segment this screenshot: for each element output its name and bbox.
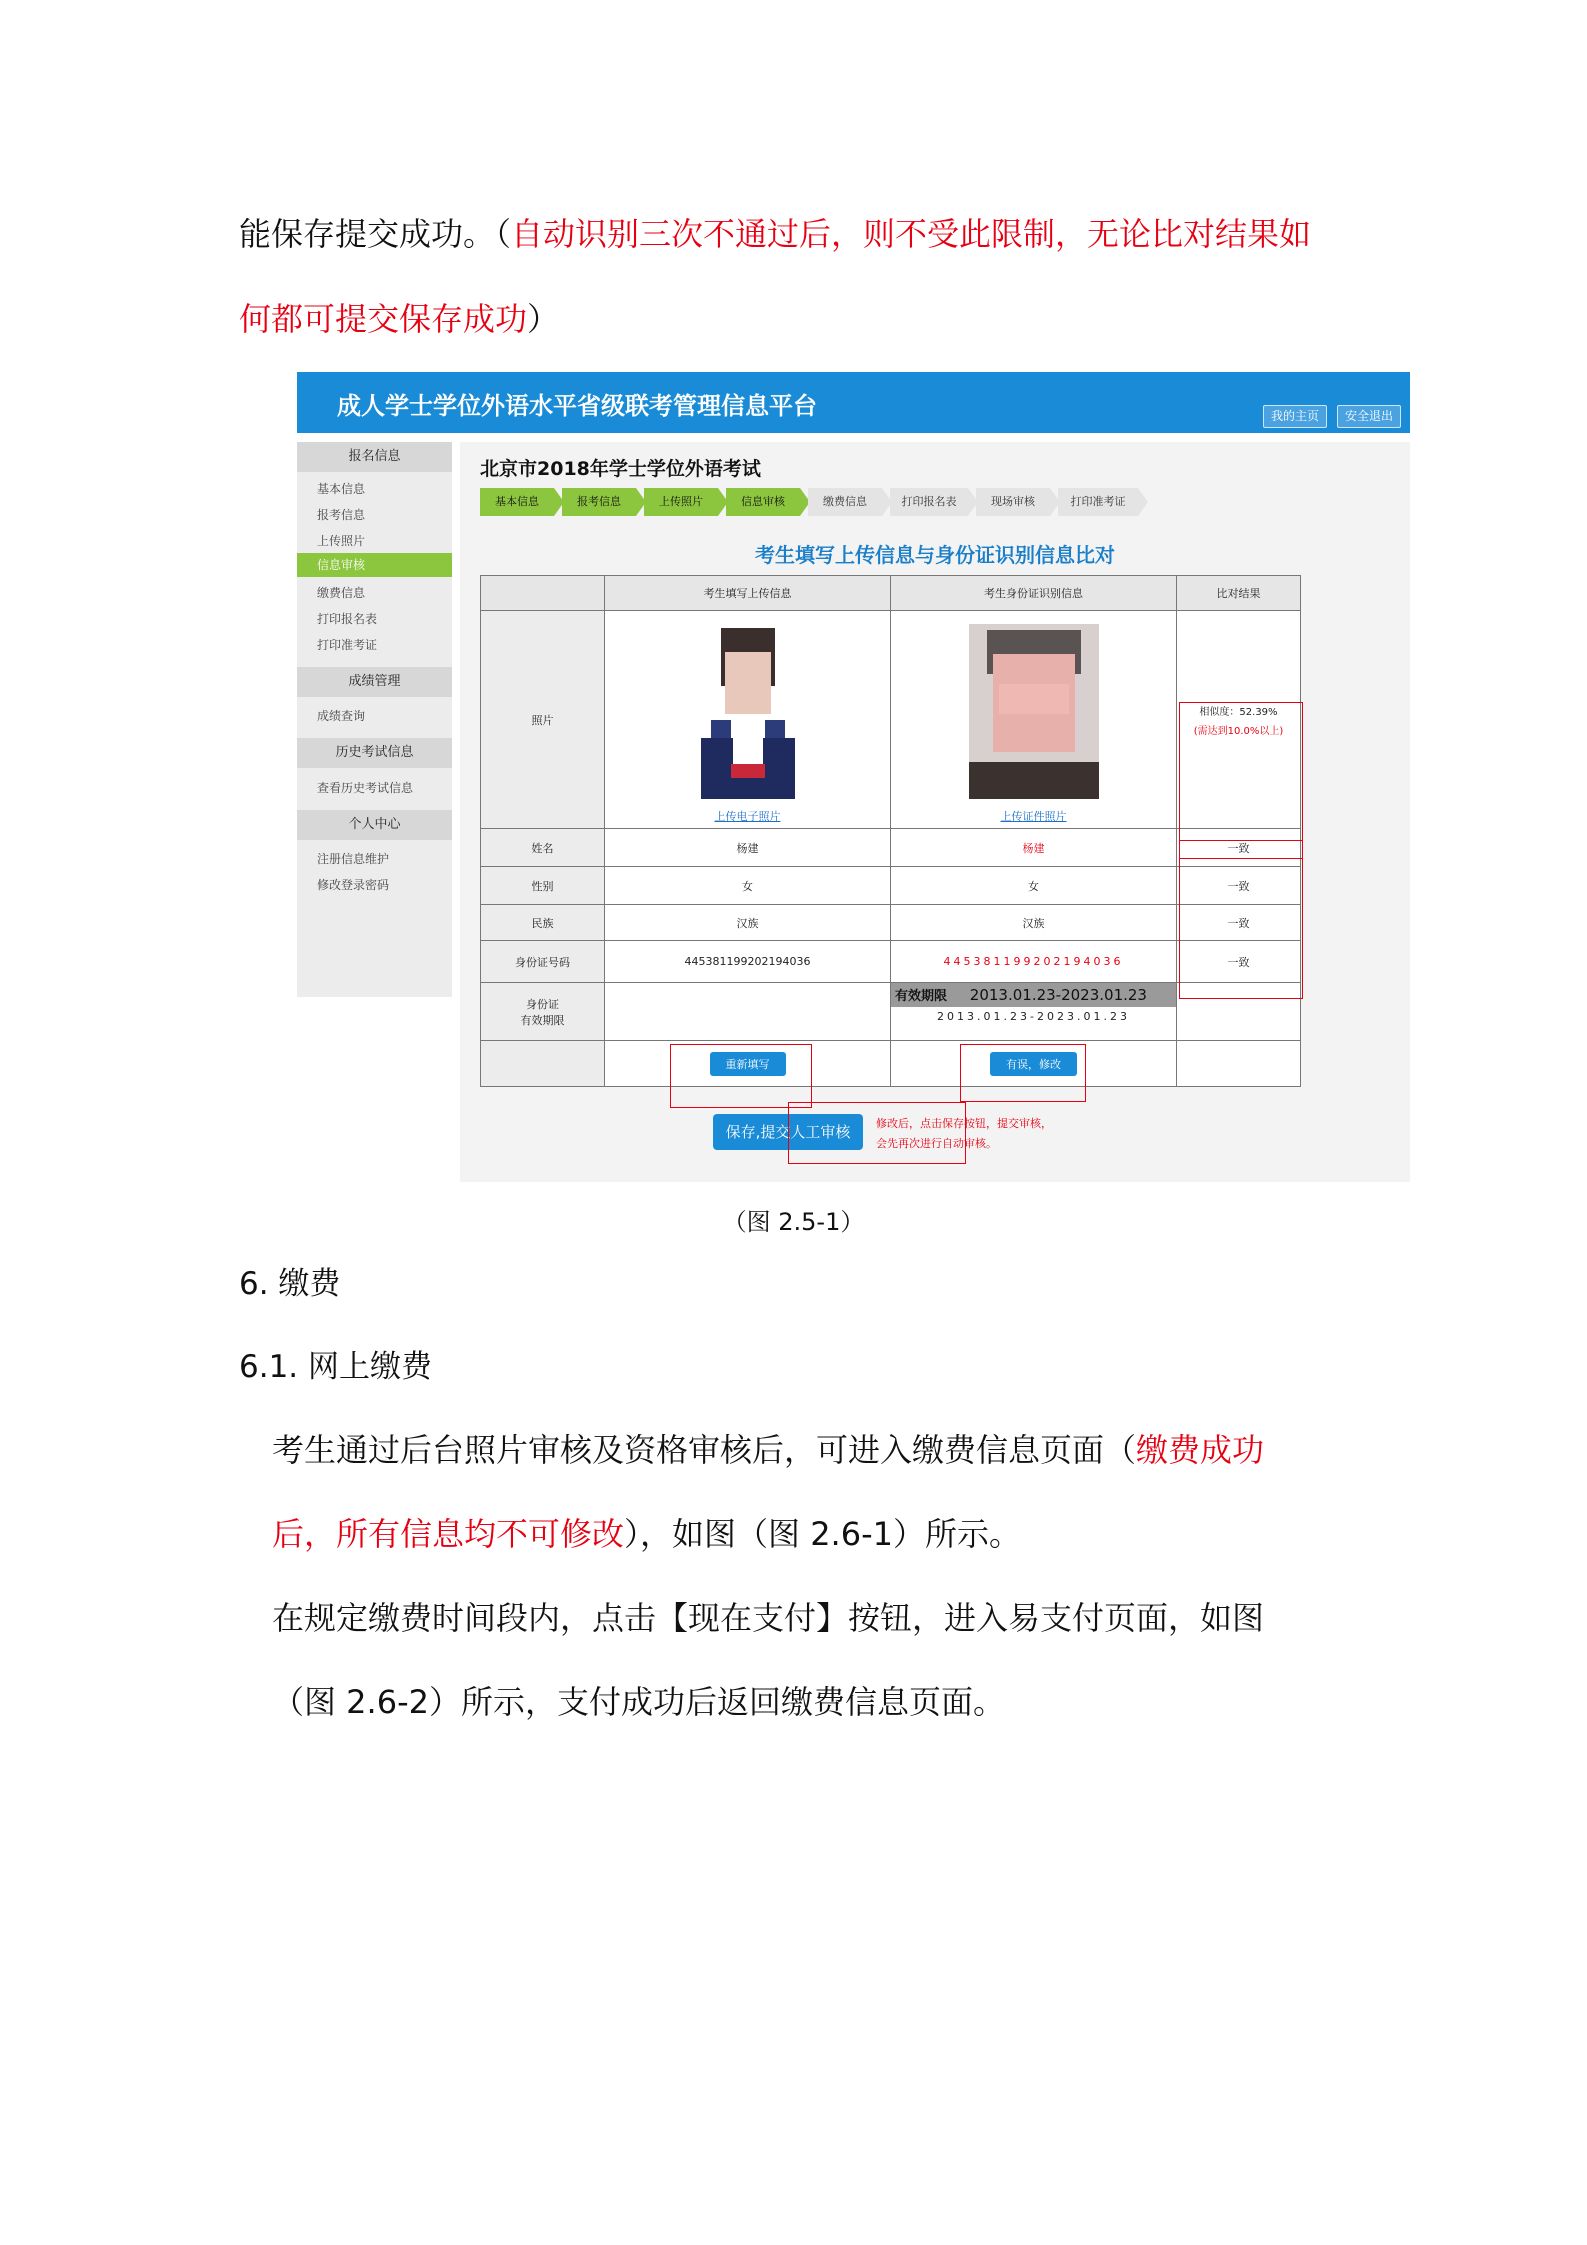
result-value: 一致 xyxy=(1177,829,1301,867)
validity-cell xyxy=(891,983,1177,1041)
similarity-score: 相似度：52.39% xyxy=(1199,706,1278,718)
uploaded-photo-cell xyxy=(605,611,891,829)
row-label: 姓名 xyxy=(481,829,605,867)
paragraph-line: 在规定缴费时间段内，点击【现在支付】按钮，进入易支付页面，如图 xyxy=(272,1599,1265,1637)
step-print-ticket[interactable]: 打印准考证 xyxy=(1058,488,1138,516)
highlighted-text: 后，所有信息均不可修改 xyxy=(272,1515,625,1553)
sidebar-item-payment-info[interactable]: 缴费信息 xyxy=(317,586,366,600)
paragraph-line xyxy=(239,297,559,341)
row-label xyxy=(481,983,605,1041)
fix-button[interactable]: 有误，修改 xyxy=(990,1052,1077,1076)
validity-value: 2013.01.23-2023.01.23 xyxy=(937,1010,1130,1023)
compare-title: 考生填写上传信息与身份证识别信息比对 xyxy=(755,543,1115,567)
result-value: 一致 xyxy=(1177,941,1301,983)
step-onsite-review[interactable]: 现场审核 xyxy=(976,488,1050,516)
id-value: 汉族 xyxy=(891,905,1177,941)
result-value: 一致 xyxy=(1177,905,1301,941)
row-label-line: 有效期限 xyxy=(520,1013,565,1027)
subsection-heading: 6.1. 网上缴费 xyxy=(239,1349,433,1385)
text-segment: 考生通过后台照片审核及资格审核后，可进入缴费信息页面（ xyxy=(272,1431,1137,1469)
highlighted-text: 自动识别三次不通过后，则不受此限制，无论比对结果如 xyxy=(511,215,1312,253)
header-cell: 考生身份证识别信息 xyxy=(891,576,1177,611)
sidebar-item-upload-photo[interactable]: 上传照片 xyxy=(317,534,366,548)
sidebar-item-exam-info[interactable]: 报考信息 xyxy=(317,508,366,522)
step-upload-photo[interactable]: 上传照片 xyxy=(644,488,718,516)
sidebar-item-basic-info[interactable]: 基本信息 xyxy=(317,482,366,496)
sidebar xyxy=(297,442,452,997)
paragraph-line xyxy=(272,1512,1021,1556)
save-submit-button[interactable]: 保存,提交人工审核 xyxy=(713,1114,863,1150)
annotation-box xyxy=(1179,840,1303,999)
header-cell xyxy=(481,576,605,611)
step-basic-info[interactable]: 基本信息 xyxy=(480,488,554,516)
table-header-row xyxy=(481,576,1301,611)
sidebar-heading: 报名信息 xyxy=(297,442,452,472)
refill-button[interactable]: 重新填写 xyxy=(710,1052,786,1076)
validity-strip-value: 2013.01.23-2023.01.23 xyxy=(969,986,1147,1004)
table-row xyxy=(481,905,1301,941)
input-value: 汉族 xyxy=(605,905,891,941)
similarity-requirement: (需达到10.0%以上) xyxy=(1193,725,1284,737)
table-row xyxy=(481,941,1301,983)
validity-strip-label: 有效期限 xyxy=(895,989,948,1004)
annotation-box xyxy=(788,1102,966,1164)
app-header xyxy=(297,372,1410,433)
id-photo-cell xyxy=(891,611,1177,829)
sidebar-item-score-query[interactable]: 成绩查询 xyxy=(317,709,366,723)
sidebar-item-registration[interactable]: 注册信息维护 xyxy=(317,852,390,866)
row-label: 性别 xyxy=(481,867,605,905)
sidebar-heading: 历史考试信息 xyxy=(297,738,452,768)
annotation-box xyxy=(1179,702,1303,859)
paragraph-line xyxy=(272,1428,1264,1472)
action-cell xyxy=(1177,1041,1301,1087)
annotation-box xyxy=(960,1044,1086,1102)
sidebar-item-print-ticket[interactable]: 打印准考证 xyxy=(317,638,378,652)
id-photo-image xyxy=(969,624,1099,799)
save-note-line: 修改后，点击保存按钮，提交审核， xyxy=(876,1117,1052,1130)
app-title: 成人学士学位外语水平省级联考管理信息平台 xyxy=(337,392,817,420)
comparison-table xyxy=(480,575,1301,1087)
id-validity-strip xyxy=(891,983,1176,1007)
save-note-line: 会先再次进行自动审核。 xyxy=(876,1137,997,1150)
home-button[interactable]: 我的主页 xyxy=(1263,405,1327,428)
step-exam-info[interactable]: 报考信息 xyxy=(562,488,636,516)
paragraph-line xyxy=(239,212,1311,256)
id-value: 445381199202194036 xyxy=(891,941,1177,983)
table-row xyxy=(481,611,1301,829)
upload-photo-link[interactable]: 上传电子照片 xyxy=(714,809,781,823)
sidebar-item-history[interactable]: 查看历史考试信息 xyxy=(317,781,414,795)
table-row xyxy=(481,1041,1301,1087)
sidebar-heading: 个人中心 xyxy=(297,810,452,840)
row-label-line: 身份证 xyxy=(526,997,559,1011)
step-payment[interactable]: 缴费信息 xyxy=(808,488,882,516)
highlighted-text: 何都可提交保存成功 xyxy=(239,300,528,338)
paragraph-line: （图 2.6-2）所示，支付成功后返回缴费信息页面。 xyxy=(272,1683,1005,1721)
id-value: 女 xyxy=(891,867,1177,905)
input-value xyxy=(605,983,891,1041)
row-label xyxy=(481,1041,605,1087)
row-label: 民族 xyxy=(481,905,605,941)
sidebar-item-info-review[interactable]: 信息审核 xyxy=(297,553,452,577)
figure-caption: （图 2.5-1） xyxy=(722,1208,865,1236)
result-value: 一致 xyxy=(1177,867,1301,905)
input-value: 445381199202194036 xyxy=(605,941,891,983)
logout-button[interactable]: 安全退出 xyxy=(1337,405,1401,428)
step-progress xyxy=(480,488,1170,516)
sidebar-heading: 成绩管理 xyxy=(297,667,452,697)
row-label: 身份证号码 xyxy=(481,941,605,983)
id-value: 杨建 xyxy=(891,829,1177,867)
step-info-review[interactable]: 信息审核 xyxy=(726,488,800,516)
step-print-form[interactable]: 打印报名表 xyxy=(890,488,968,516)
section-heading: 6. 缴费 xyxy=(239,1266,341,1302)
embedded-screenshot xyxy=(297,372,1410,1182)
exam-title: 北京市2018年学士学位外语考试 xyxy=(480,458,761,480)
header-cell: 比对结果 xyxy=(1177,576,1301,611)
text-segment: 能保存提交成功。（ xyxy=(239,215,512,253)
row-label: 照片 xyxy=(481,611,605,829)
table-row xyxy=(481,983,1301,1041)
text-segment: ） xyxy=(527,300,560,338)
input-value: 杨建 xyxy=(605,829,891,867)
header-cell: 考生填写上传信息 xyxy=(605,576,891,611)
sidebar-item-change-password[interactable]: 修改登录密码 xyxy=(317,878,390,892)
uploaded-photo-image xyxy=(701,624,795,799)
upload-id-link[interactable]: 上传证件照片 xyxy=(1000,809,1067,823)
input-value: 女 xyxy=(605,867,891,905)
highlighted-text: 缴费成功 xyxy=(1136,1431,1265,1469)
table-row xyxy=(481,867,1301,905)
annotation-box xyxy=(670,1044,812,1108)
text-segment: ），如图（图 2.6-1）所示。 xyxy=(624,1515,1021,1553)
sidebar-item-print-form[interactable]: 打印报名表 xyxy=(317,612,378,626)
table-row xyxy=(481,829,1301,867)
